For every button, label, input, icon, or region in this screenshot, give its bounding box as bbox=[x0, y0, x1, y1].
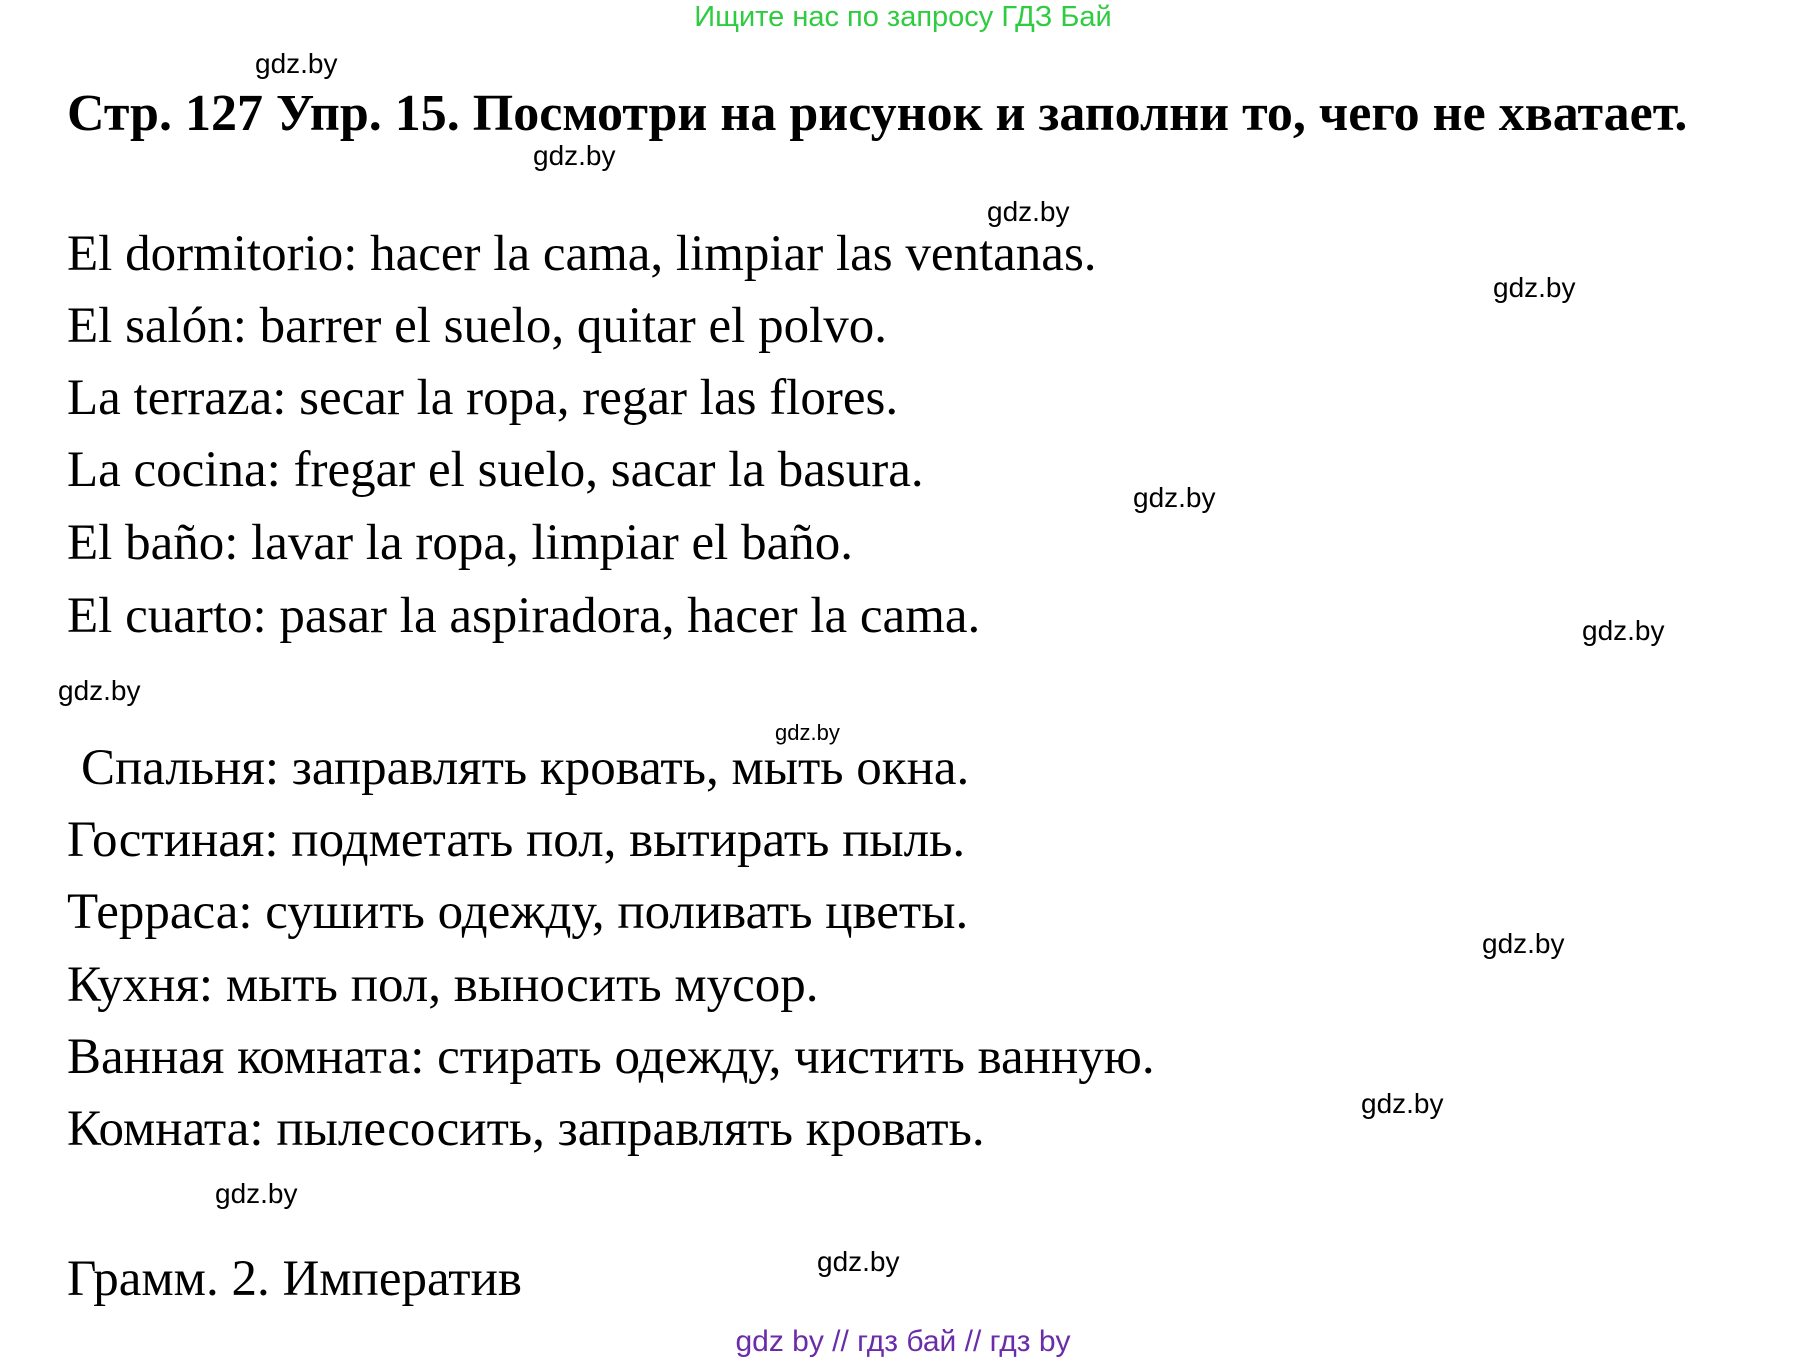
site-footer: gdz by // гдз бай // гдз by bbox=[735, 1325, 1071, 1358]
russian-line-6: Комната: пылесосить, заправлять кровать. bbox=[67, 1101, 985, 1157]
watermark: gdz.by bbox=[1482, 928, 1565, 959]
watermark: gdz.by bbox=[1133, 482, 1216, 513]
watermark: gdz.by bbox=[987, 196, 1070, 227]
russian-line-5: Ванная комната: стирать одежду, чистить ванную. bbox=[67, 1029, 1155, 1085]
watermark: gdz.by bbox=[1582, 615, 1665, 646]
watermark: gdz.by bbox=[1493, 272, 1576, 303]
spanish-line-4: La cocina: fregar el suelo, sacar la basura. bbox=[67, 442, 924, 498]
watermark: gdz.by bbox=[1361, 1088, 1444, 1119]
watermark: gdz.by bbox=[533, 140, 616, 171]
spanish-line-3: La terraza: secar la ropa, regar las flores. bbox=[67, 370, 899, 426]
spanish-line-1: El dormitorio: hacer la cama, limpiar las ventanas. bbox=[67, 226, 1097, 282]
russian-line-2: Гостиная: подметать пол, вытирать пыль. bbox=[67, 812, 966, 868]
watermark: gdz.by bbox=[58, 675, 141, 706]
watermark: gdz.by bbox=[255, 48, 338, 79]
search-hint-banner: Ищите нас по запросу ГДЗ Бай bbox=[694, 1, 1112, 33]
russian-line-1: Спальня: заправлять кровать, мыть окна. bbox=[81, 740, 970, 796]
section-title: Грамм. 2. Императив bbox=[67, 1251, 522, 1307]
exercise-heading: Стр. 127 Упр. 15. Посмотри на рисунок и заполни то, чего не хватает. bbox=[67, 85, 1688, 142]
watermark: gdz.by bbox=[817, 1246, 900, 1277]
spanish-line-5: El baño: lavar la ropa, limpiar el baño. bbox=[67, 515, 853, 571]
russian-line-3: Терраса: сушить одежду, поливать цветы. bbox=[67, 884, 969, 940]
spanish-line-6: El cuarto: pasar la aspiradora, hacer la cama. bbox=[67, 588, 981, 644]
russian-line-4: Кухня: мыть пол, выносить мусор. bbox=[67, 957, 819, 1013]
spanish-line-2: El salón: barrer el suelo, quitar el polvo. bbox=[67, 298, 888, 354]
watermark: gdz.by bbox=[215, 1178, 298, 1209]
watermark: gdz.by bbox=[775, 720, 840, 745]
